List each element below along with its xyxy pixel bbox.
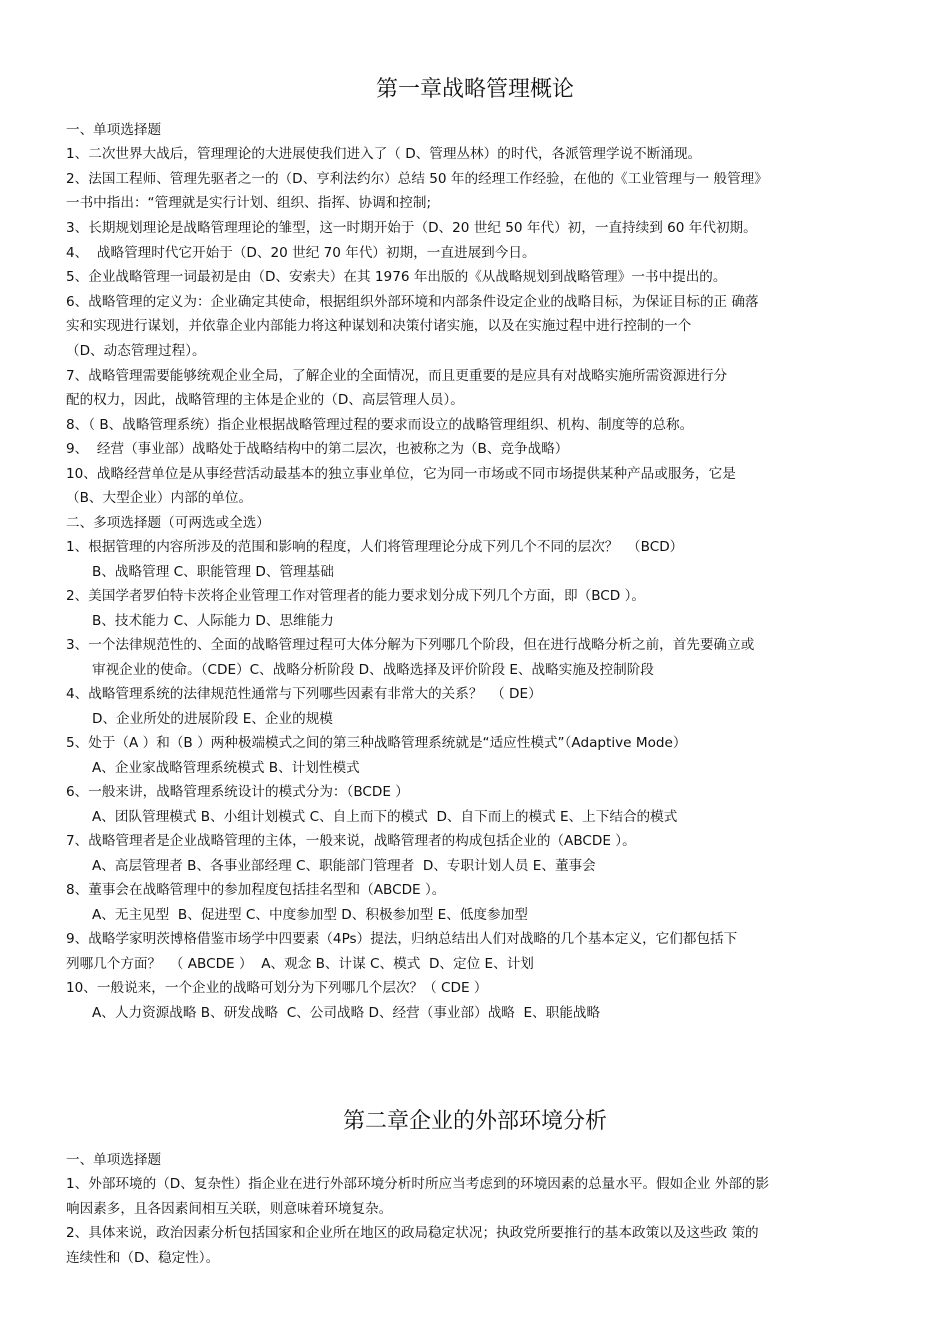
option-line: A、团队管理模式 B、小组计划模式 C、自上而下的模式 D、自下而上的模式 E、上下结合的模式 (92, 809, 678, 825)
option-line: A、无主见型 B、促进型 C、中度参加型 D、积极参加型 E、低度参加型 (92, 907, 528, 923)
question-line: 3、一个法律规范性的、全面的战略管理过程可大体分解为下列哪几个阶段，但在进行战略分析之前，首先要确立或 (66, 637, 755, 653)
option-line: B、技术能力 C、人际能力 D、思维能力 (92, 613, 334, 629)
option-line: A、人力资源战略 B、研发战略 C、公司战略 D、经营（事业部）战略 E、职能战略 (92, 1005, 601, 1021)
option-line: A、高层管理者 B、各事业部经理 C、职能部门管理者 D、专职计划人员 E、董事会 (92, 858, 596, 874)
section-heading: 一、单项选择题 (66, 1152, 162, 1168)
question-line: 10、一般说来，一个企业的战略可划分为下列哪几个层次？（ CDE ） (66, 980, 488, 996)
question-line: 列哪几个方面？ （ ABCDE ） A、观念 B、计谋 C、模式 D、定位 E、计划 (66, 956, 534, 972)
question-line: （B、大型企业）内部的单位。 (66, 490, 253, 506)
question-line: （D、动态管理过程）。 (66, 343, 206, 359)
question-line: 10、战略经营单位是从事经营活动最基本的独立事业单位，它为同一市场或不同市场提供某种产品或服务，它是 (66, 466, 736, 482)
question-line: 5、企业战略管理一词最初是由（D、安索夫）在其 1976 年出版的《从战略规划到战略管理》一书中提出的。 (66, 269, 727, 285)
question-line: 9、 经营（事业部）战略处于战略结构中的第二层次，也被称之为（B、竞争战略） (66, 441, 569, 457)
question-line: 一书中指出：“管理就是实行计划、组织、指挥、协调和控制; (66, 195, 432, 211)
option-line: 审视企业的使命。（CDE）C、战略分析阶段 D、战略选择及评价阶段 E、战略实施及控制阶段 (92, 662, 654, 678)
question-line: 1、根据管理的内容所涉及的范围和影响的程度，人们将管理理论分成下列几个不同的层次？ （BCD） (66, 539, 684, 555)
question-line: 4、战略管理系统的法律规范性通常与下列哪些因素有非常大的关系？ （ DE） (66, 686, 542, 702)
question-line: 实和实现进行谋划，并依靠企业内部能力将这种谋划和决策付诸实施，以及在实施过程中进行控制的一个 (66, 318, 692, 334)
question-line: 响因素多，且各因素间相互关联，则意味着环境复杂。 (66, 1201, 393, 1217)
option-line: A、企业家战略管理系统模式 B、计划性模式 (92, 760, 360, 776)
section-heading: 二、多项选择题（可两选或全选） (66, 515, 270, 531)
question-line: 9、战略学家明茨博格借鉴市场学中四要素（4Ps）提法，归纳总结出人们对战略的几个基本定义，它们都包括下 (66, 931, 738, 947)
question-line: 配的权力，因此，战略管理的主体是企业的（D、高层管理人员）。 (66, 392, 464, 408)
question-line: 8、董事会在战略管理中的参加程度包括挂名型和（ABCDE ）。 (66, 882, 446, 898)
question-line: 6、一般来讲，战略管理系统设计的模式分为：（BCDE ） (66, 784, 409, 800)
question-line: 连续性和（D、稳定性）。 (66, 1250, 220, 1266)
question-line: 1、二次世界大战后，管理理论的大进展使我们进入了（ D、管理丛林）的时代，各派管理学说不断涌现。 (66, 146, 702, 162)
question-line: 4、 战略管理时代它开始于（D、20 世纪 70 年代）初期，一直进展到今日。 (66, 245, 536, 261)
question-line: 8、（ B、战略管理系统）指企业根据战略管理过程的要求而设立的战略管理组织、机构、制度等的总称。 (66, 417, 694, 433)
section-heading: 一、单项选择题 (66, 122, 162, 138)
option-line: D、企业所处的进展阶段 E、企业的规模 (92, 711, 333, 727)
question-line: 2、具体来说，政治因素分析包括国家和企业所在地区的政局稳定状况；执政党所要推行的基本政策以及这些政 策的 (66, 1225, 759, 1241)
question-line: 7、战略管理需要能够统观企业全局，了解企业的全面情况，而且更重要的是应具有对战略实施所需资源进行分 (66, 368, 728, 384)
question-line: 7、战略管理者是企业战略管理的主体，一般来说，战略管理者的构成包括企业的（ABCDE ）。 (66, 833, 636, 849)
option-line: B、战略管理 C、职能管理 D、管理基础 (92, 564, 334, 580)
question-line: 6、战略管理的定义为：企业确定其使命，根据组织外部环境和内部条件设定企业的战略目标，为保证目标的正 确落 (66, 294, 759, 310)
question-line: 1、外部环境的（D、复杂性）指企业在进行外部环境分析时所应当考虑到的环境因素的总量水平。假如企业 外部的影 (66, 1176, 770, 1192)
question-line: 2、法国工程师、管理先驱者之一的（D、亨利法约尔）总结 50 年的经理工作经验，在他的《工业管理与一 般管理》 (66, 171, 768, 187)
question-line: 5、处于（A ）和（B ）两种极端模式之间的第三种战略管理系统就是“适应性模式”（Adaptive Mode） (66, 735, 687, 751)
question-line: 2、美国学者罗伯特卡茨将企业管理工作对管理者的能力要求划分成下列几个方面，即（BCD ）。 (66, 588, 645, 604)
chapter1-title: 第一章战略管理概论 (375, 77, 574, 102)
question-line: 3、长期规划理论是战略管理理论的雏型，这一时期开始于（D、20 世纪 50 年代）初，一直持续到 60 年代初期。 (66, 220, 757, 236)
chapter2-title: 第二章企业的外部环境分析 (342, 1109, 607, 1134)
